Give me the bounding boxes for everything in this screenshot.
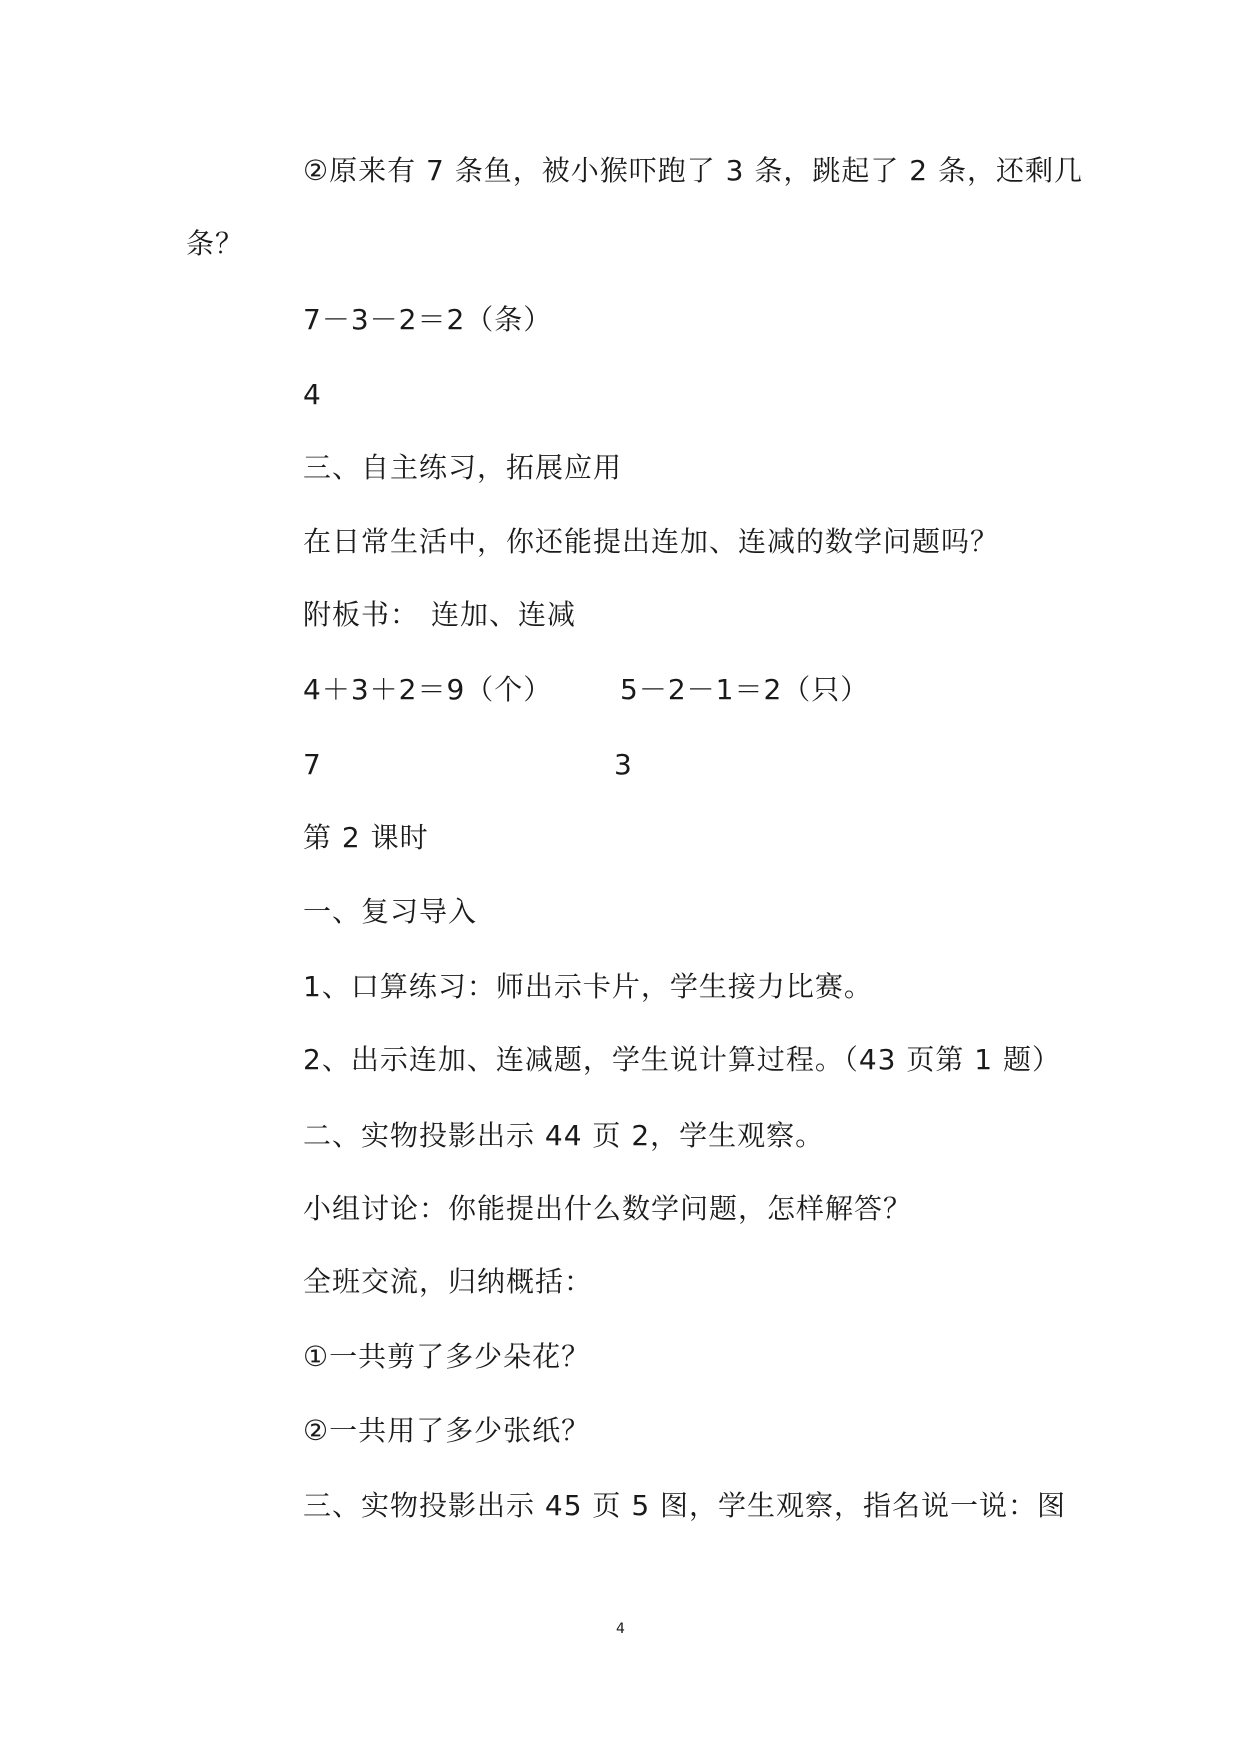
board-topic: 连加、连减 xyxy=(431,598,577,631)
intermediate-right: 3 xyxy=(614,748,633,781)
section-heading: 三、实物投影出示 45 页 5 图，学生观察，指名说一说：图 xyxy=(303,1489,1067,1522)
formula-line: 7－3－2＝2（条） xyxy=(303,303,553,336)
section-heading: 一、复习导入 xyxy=(303,895,478,928)
section-heading: 三、自主练习，拓展应用 xyxy=(303,451,623,484)
section-heading: 二、实物投影出示 44 页 2，学生观察。 xyxy=(303,1119,825,1152)
text-line: 全班交流，归纳概括： xyxy=(303,1265,594,1298)
page-number: 4 xyxy=(616,1621,625,1637)
board-label: 附板书： xyxy=(303,598,420,631)
formula-right: 5－2－1＝2（只） xyxy=(620,673,870,706)
text-line: ②原来有 7 条鱼，被小猴吓跑了 3 条，跳起了 2 条，还剩几 xyxy=(303,154,1083,187)
text-line: 1、口算练习：师出示卡片，学生接力比赛。 xyxy=(303,970,873,1003)
text-line: 4 xyxy=(303,378,322,411)
text-line: 2、出示连加、连减题，学生说计算过程。（43 页第 1 题） xyxy=(303,1043,1061,1076)
text-line: 条？ xyxy=(186,227,245,260)
formula-left: 4＋3＋2＝9（个） xyxy=(303,673,553,706)
text-line: ①一共剪了多少朵花？ xyxy=(303,1340,591,1373)
text-line: 在日常生活中，你还能提出连加、连减的数学问题吗？ xyxy=(303,525,1000,558)
text-line: ②一共用了多少张纸？ xyxy=(303,1414,591,1447)
intermediate-left: 7 xyxy=(303,748,322,781)
text-line: 小组讨论：你能提出什么数学问题，怎样解答？ xyxy=(303,1192,913,1225)
lesson-heading: 第 2 课时 xyxy=(303,821,429,854)
